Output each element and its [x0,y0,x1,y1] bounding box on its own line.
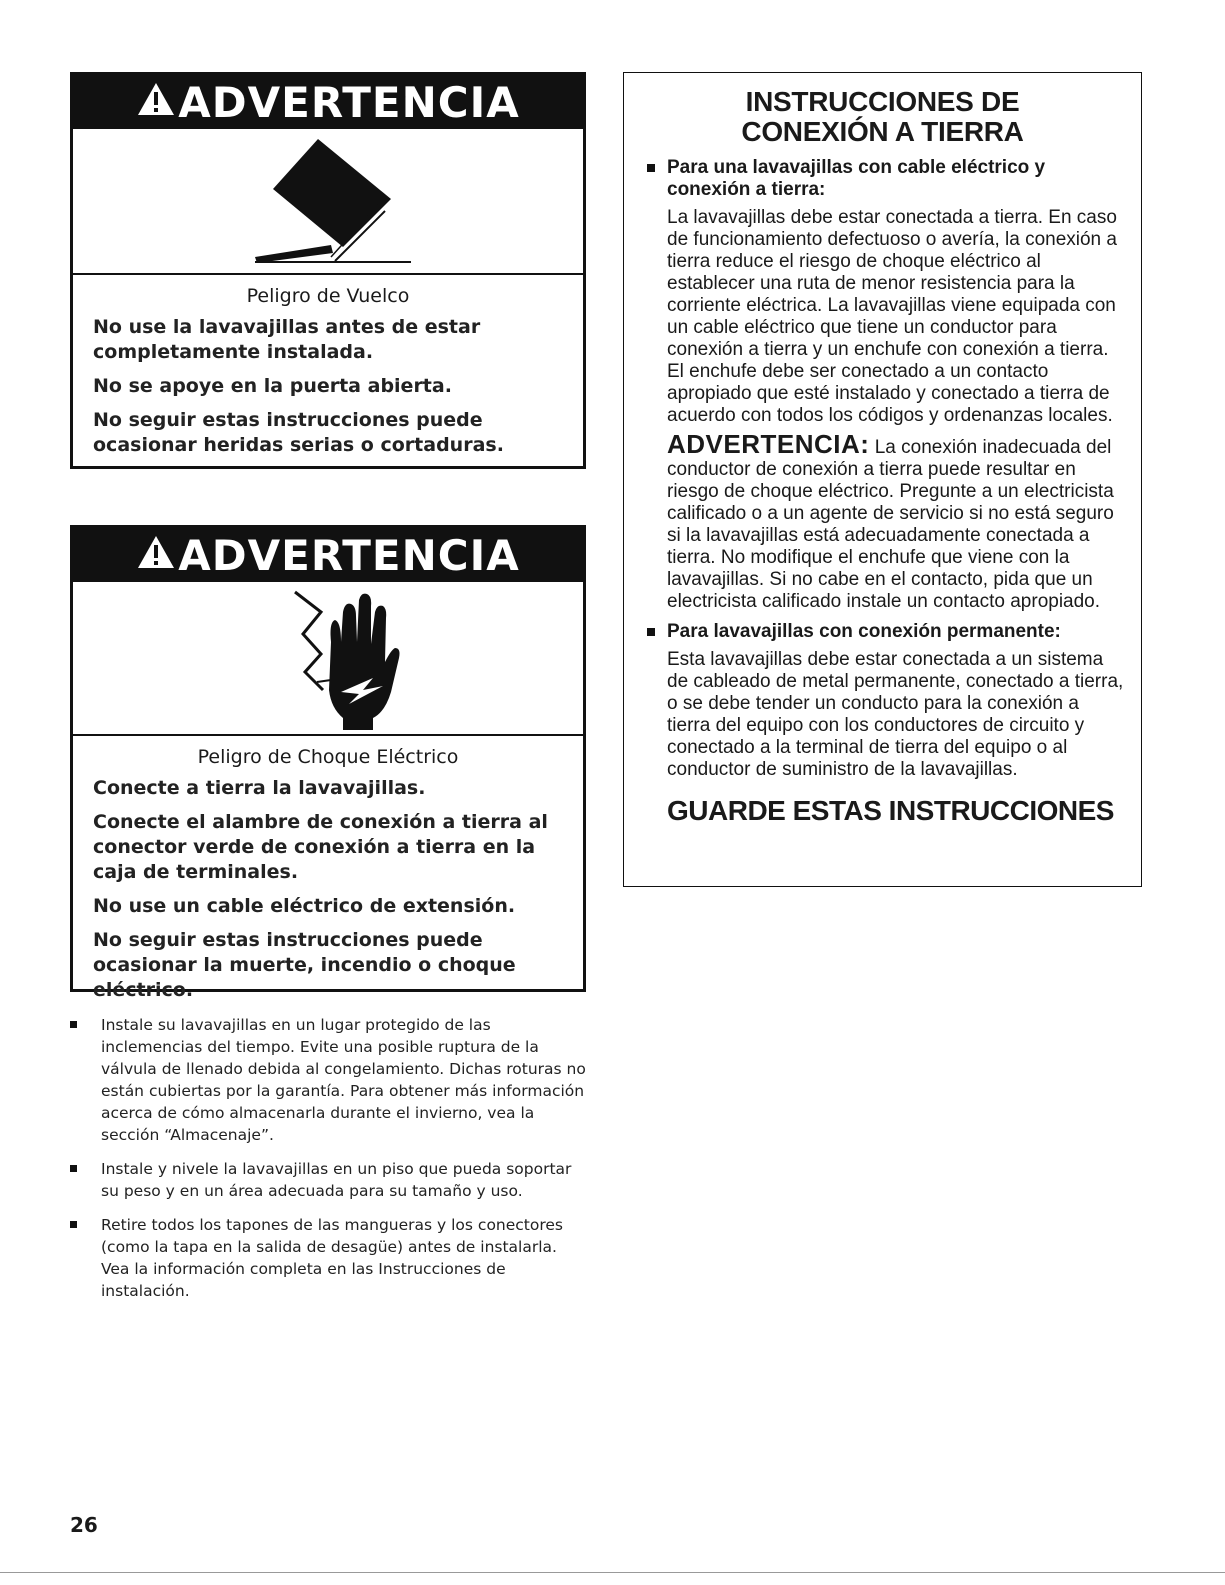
tip-over-warning-box [70,72,586,469]
page-bottom-rule [0,1572,1225,1573]
grounding-paragraph: La lavavajillas debe estar conectada a tierra. En caso de funcionamiento defectuoso o avería, la conexión a tierra reduce el riesgo de choque eléctrico al establecer una ruta de menor resistencia para la corriente eléctrica. La lavavajillas viene equipada con un cable eléctrico que tiene un conductor para conexión a tierra y un enchufe con conexión a tierra. El enchufe debe ser conectado a un contacto apropiado que esté instalado y conectado a tierra de acuerdo con todos los códigos y ordenanzas locales. [667,207,1117,426]
warning-header-text: ADVERTENCIA [178,530,520,580]
grounding-warning-text: La conexión inadecuada del conductor de conexión a tierra puede resultar en riesgo de choque eléctrico. Pregunte a un electricista calificado o a un agente de servicio si no está seguro si la lavavajillas está adecuadamente conectada a tierra. No modifique el enchufe que viene con la lavavajillas. Si no cabe en el contacto, pida que un electricista calificado instale un contacto apropiado. [667,437,1114,612]
save-instructions-heading: GUARDE ESTAS INSTRUCCIONES [667,795,1114,826]
warning-line: No use un cable eléctrico de extensión. [93,895,516,917]
grounding-bullet-permanent [624,621,1127,643]
warning-line: Conecte a tierra la lavavajillas. [93,777,426,799]
warning-triangle-icon [136,78,176,127]
bullet-square-icon [70,1221,77,1228]
list-item-text: Retire todos los tapones de las mangueras y los conectores (como la tapa en la salida de desagüe) antes de instalarla. Vea la información completa en las Instrucciones de instalación. [101,1216,564,1300]
bullet-square-icon [647,628,655,636]
list-item-text: Instale y nivele la lavavajillas en un piso que pueda soportar su peso y en un área adecuada para su tamaño y uso. [101,1160,572,1200]
warning-line: No use la lavavajillas antes de estar completamente instalada. [93,316,481,363]
warning-line: No seguir estas instrucciones puede ocasionar heridas serias o cortaduras. [93,409,504,456]
list-item-text: Instale su lavavajillas en un lugar protegido de las inclemencias del tiempo. Evite una posible ruptura de la válvula de llenado debida al congelamiento. Dichas roturas no están cubiertas por la garantía. Para obtener más información acerca de cómo almacenarla durante el invierno, vea la sección “Almacenaje”. [101,1016,586,1144]
bullet-square-icon [647,164,655,172]
bullet-text: Para una lavavajillas con cable eléctrico y conexión a tierra: [667,157,1046,200]
grounding-paragraph: Esta lavavajillas debe estar conectada a un sistema de cableado de metal permanente, conectado a tierra, o se debe tender un conducto para la conexión a tierra del equipo con los conductores de circuito y conectado a la terminal de tierra del equipo o al conductor de suministro de la lavavajillas. [667,649,1124,780]
grounding-title-line: INSTRUCCIONES DE [745,86,1020,117]
warning-triangle-icon [136,531,176,580]
warning-line: No se apoye en la puerta abierta. [93,375,452,397]
list-item [70,1014,590,1146]
electric-shock-warning-box [70,525,586,1001]
grounding-title [624,87,1141,147]
grounding-title-line: CONEXIÓN A TIERRA [741,116,1024,147]
grounding-bullet-corded [624,157,1127,201]
warning-header [73,528,583,582]
grounding-instructions-box [623,72,1142,887]
hazard-caption: Peligro de Choque Eléctrico [197,746,459,768]
tip-over-hazard-icon [73,129,583,275]
bullet-square-icon [70,1165,77,1172]
hazard-caption: Peligro de Vuelco [246,285,410,307]
grounding-warning-label: ADVERTENCIA: [667,429,870,459]
installation-notes-list [70,1014,590,1314]
page-number: 26 [70,1513,98,1537]
warning-header-text: ADVERTENCIA [178,77,520,127]
warning-line: Conecte el alambre de conexión a tierra al conector verde de conexión a tierra en la caja de terminales. [93,811,548,883]
bullet-text: Para lavavajillas con conexión permanente: [667,621,1061,642]
warning-header [73,75,583,129]
warning-line: No seguir estas instrucciones puede ocasionar la muerte, incendio o choque eléctrico. [93,929,516,1001]
electric-shock-hazard-icon [73,582,583,736]
grounding-warning-paragraph [667,429,1127,613]
list-item [70,1158,590,1202]
bullet-square-icon [70,1021,77,1028]
list-item [70,1214,590,1302]
